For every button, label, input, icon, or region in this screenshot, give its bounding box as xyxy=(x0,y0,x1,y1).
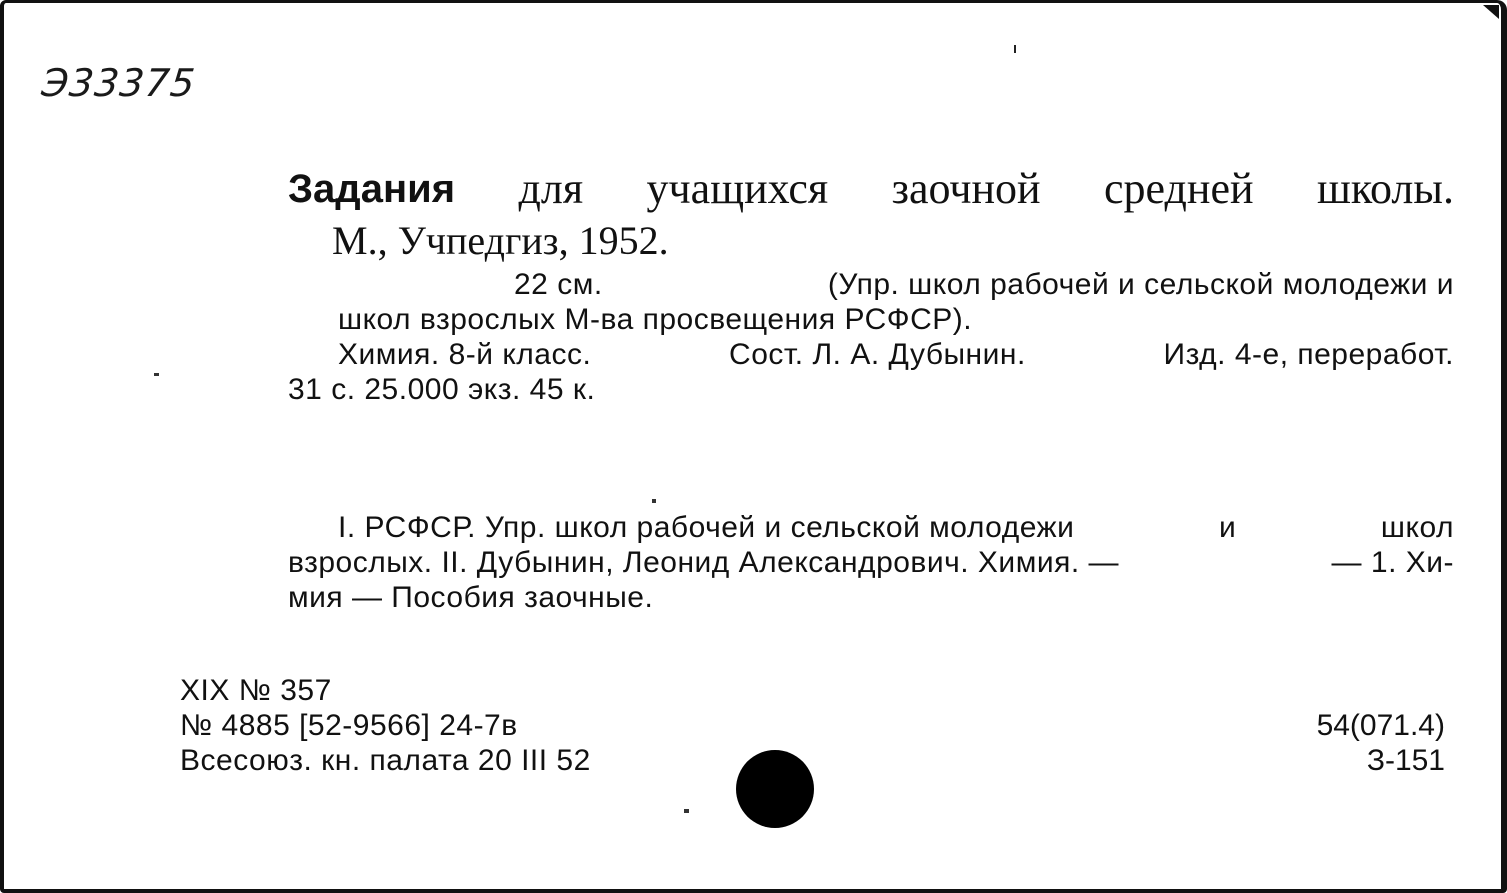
pencil-tick-mark xyxy=(1014,45,1016,53)
udc-code: 54(071.4) xyxy=(1316,709,1445,742)
handwritten-accession-number: Э33375 xyxy=(39,61,198,105)
tracing-text: взрослых. II. Дубынин, Леонид Александрович. Химия. — xyxy=(288,546,1119,579)
title-word: школы. xyxy=(1316,164,1454,213)
footer-right xyxy=(1317,708,1445,778)
series-text: (Упр. школ рабочей и сельской молодежи и xyxy=(827,268,1454,301)
ink-speck xyxy=(652,499,656,503)
size-text: 22 см. xyxy=(514,268,603,301)
tracing-text: — 1. Хи- xyxy=(1331,546,1454,579)
main-entry xyxy=(288,163,1454,407)
desc-line: школ взрослых М-ва просвещения РСФСР). xyxy=(338,303,973,336)
physical-description xyxy=(288,267,1454,407)
ink-speck xyxy=(154,373,159,376)
tracing-text: I. РСФСР. Упр. школ рабочей и сельской молодежи xyxy=(338,511,1075,544)
classification-line: XIX № 357 xyxy=(180,674,332,707)
subject-text: Химия. 8-й класс. xyxy=(338,338,592,371)
desc-line xyxy=(288,267,1454,302)
ink-speck xyxy=(684,809,689,813)
title-word: учащихся xyxy=(646,164,829,213)
title-word: Задания xyxy=(288,167,456,211)
compiler-text: Сост. Л. А. Дубынин. xyxy=(729,338,1026,371)
tracing-text: школ xyxy=(1380,511,1454,544)
chamber-line: Всесоюз. кн. палата 20 III 52 xyxy=(180,744,591,777)
footer-left xyxy=(180,673,591,778)
tracings xyxy=(288,510,1454,615)
desc-line: 31 с. 25.000 экз. 45 к. xyxy=(288,373,596,406)
edition-text: Изд. 4-е, переработ. xyxy=(1163,338,1454,371)
title-line xyxy=(288,163,1454,215)
desc-line xyxy=(288,337,1454,372)
card-number-line: № 4885 [52-9566] 24-7в xyxy=(180,709,518,742)
corner-notch-icon xyxy=(1483,5,1499,19)
title-word: заочной xyxy=(891,164,1041,213)
tracing-line xyxy=(288,545,1454,580)
punch-hole xyxy=(736,750,814,828)
title-word: для xyxy=(518,164,584,213)
tracing-text: и xyxy=(1219,511,1237,544)
tracing-line: мия — Пособия заочные. xyxy=(288,581,654,614)
title-word: средней xyxy=(1104,164,1254,213)
publication-line: М., Учпедгиз, 1952. xyxy=(332,218,669,263)
tracing-line xyxy=(288,510,1454,545)
author-mark: З-151 xyxy=(1366,744,1445,777)
